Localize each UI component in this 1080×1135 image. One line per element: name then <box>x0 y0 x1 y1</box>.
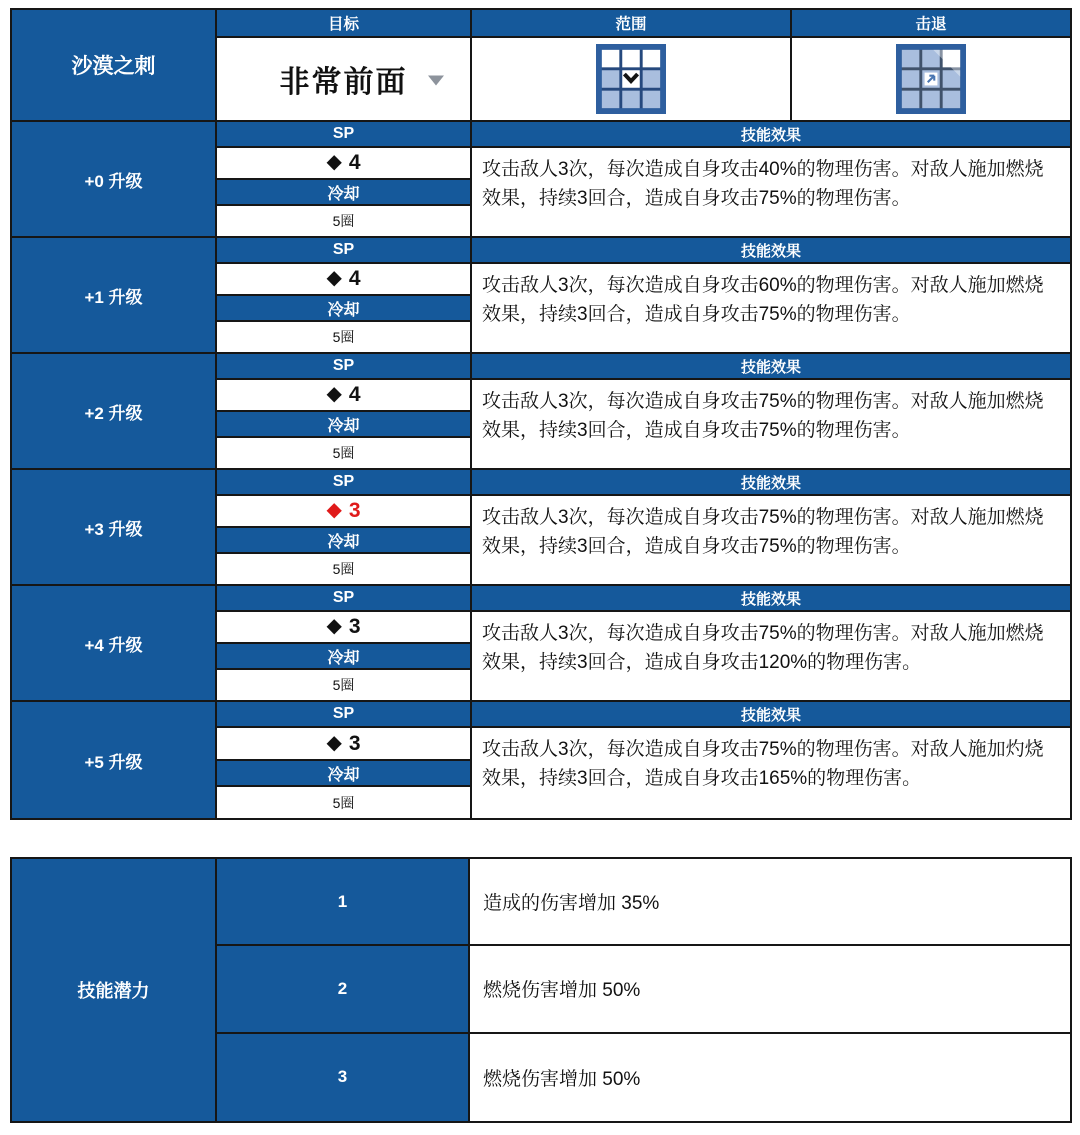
cooldown-value: 5圈 <box>217 322 470 352</box>
upgrade-level-label: +2 升级 <box>12 354 217 468</box>
effect-header: 技能效果 <box>472 586 1070 612</box>
caret-down-icon <box>428 76 444 86</box>
effect-text: 攻击敌人3次，每次造成自身攻击75%的物理伤害。对敌人施加灼烧效果，持续3回合，造成自身攻击165%的物理伤害。 <box>472 728 1070 818</box>
sp-diamond-icon: ◆ <box>326 499 342 521</box>
effect-header: 技能效果 <box>472 702 1070 728</box>
skill-name: 沙漠之刺 <box>12 10 217 120</box>
sp-value: 4 <box>348 383 361 406</box>
range-cell <box>472 38 790 120</box>
effect-header: 技能效果 <box>472 470 1070 496</box>
effect-text: 攻击敌人3次，每次造成自身攻击75%的物理伤害。对敌人施加燃烧效果，持续3回合，造成自身攻击120%的物理伤害。 <box>472 612 1070 700</box>
sp-header: SP <box>217 122 470 148</box>
cooldown-header: 冷却 <box>217 761 470 787</box>
cooldown-header: 冷却 <box>217 296 470 322</box>
target-column <box>217 10 472 120</box>
cooldown-value: 5圈 <box>217 206 470 236</box>
sp-value: 3 <box>348 499 361 522</box>
effect-text: 攻击敌人3次，每次造成自身攻击75%的物理伤害。对敌人施加燃烧效果，持续3回合，造成自身攻击75%的物理伤害。 <box>472 380 1070 468</box>
upgrade-row-3 <box>12 470 1070 586</box>
effect-text: 攻击敌人3次，每次造成自身攻击60%的物理伤害。对敌人施加燃烧效果，持续3回合，造成自身攻击75%的物理伤害。 <box>472 264 1070 352</box>
sp-value: 3 <box>348 731 361 755</box>
sp-value-cell <box>217 728 470 761</box>
target-header: 目标 <box>217 10 470 38</box>
sp-value-cell <box>217 612 470 644</box>
upgrade-row-1 <box>12 238 1070 354</box>
range-grid-icon <box>596 44 666 114</box>
knockback-cell <box>792 38 1070 120</box>
potential-rank: 1 <box>217 859 470 946</box>
cooldown-header: 冷却 <box>217 412 470 438</box>
sp-diamond-icon: ◆ <box>326 615 342 637</box>
sp-value-cell <box>217 148 470 180</box>
target-dropdown[interactable] <box>217 38 470 120</box>
sp-header: SP <box>217 354 470 380</box>
knockback-header: 击退 <box>792 10 1070 38</box>
sp-value: 3 <box>348 615 361 638</box>
sp-diamond-icon: ◆ <box>326 151 342 173</box>
effect-text: 攻击敌人3次，每次造成自身攻击40%的物理伤害。对敌人施加燃烧效果，持续3回合，造成自身攻击75%的物理伤害。 <box>472 148 1070 236</box>
upgrade-row-4 <box>12 586 1070 702</box>
upgrade-level-label: +3 升级 <box>12 470 217 584</box>
sp-value-cell <box>217 380 470 412</box>
cooldown-value: 5圈 <box>217 554 470 584</box>
effect-header: 技能效果 <box>472 238 1070 264</box>
cooldown-value: 5圈 <box>217 438 470 468</box>
knockback-grid-icon <box>896 44 966 114</box>
potential-effect: 燃烧伤害增加 50% <box>483 1068 641 1090</box>
potential-rank: 2 <box>217 946 470 1033</box>
cooldown-header: 冷却 <box>217 644 470 670</box>
upgrade-row-0 <box>12 122 1070 238</box>
sp-header: SP <box>217 470 470 496</box>
sp-value-cell <box>217 496 470 528</box>
sp-header: SP <box>217 238 470 264</box>
potential-title: 技能潜力 <box>12 859 217 1121</box>
range-header: 范围 <box>472 10 790 38</box>
skill-header-row <box>12 10 1070 122</box>
upgrade-level-label: +4 升级 <box>12 586 217 700</box>
sp-header: SP <box>217 702 470 728</box>
upgrade-row-2 <box>12 354 1070 470</box>
skill-table <box>10 8 1072 820</box>
target-value: 非常前面 <box>279 66 408 99</box>
upgrade-row-5 <box>12 702 1070 818</box>
cooldown-header: 冷却 <box>217 528 470 554</box>
effect-text: 攻击敌人3次，每次造成自身攻击75%的物理伤害。对敌人施加燃烧效果，持续3回合，造成自身攻击75%的物理伤害。 <box>472 496 1070 584</box>
upgrade-level-label: +5 升级 <box>12 702 217 818</box>
sp-header: SP <box>217 586 470 612</box>
sp-value-cell <box>217 264 470 296</box>
sp-diamond-icon: ◆ <box>326 731 342 754</box>
sp-diamond-icon: ◆ <box>326 383 342 405</box>
effect-header: 技能效果 <box>472 122 1070 148</box>
upgrade-level-label: +0 升级 <box>12 122 217 236</box>
knockback-column <box>792 10 1070 120</box>
skill-potential-table <box>10 857 1072 1123</box>
effect-header: 技能效果 <box>472 354 1070 380</box>
potential-effect: 造成的伤害增加 35% <box>470 859 1070 946</box>
sp-diamond-icon: ◆ <box>326 267 342 289</box>
cooldown-value: 5圈 <box>217 670 470 700</box>
potential-effect: 燃烧伤害增加 50% <box>470 946 1070 1033</box>
upgrade-level-label: +1 升级 <box>12 238 217 352</box>
potential-rank: 3 <box>217 1034 470 1121</box>
cooldown-value: 5圈 <box>217 787 470 818</box>
range-column <box>472 10 792 120</box>
sp-value: 4 <box>348 151 361 174</box>
sp-value: 4 <box>348 267 361 290</box>
cooldown-header: 冷却 <box>217 180 470 206</box>
